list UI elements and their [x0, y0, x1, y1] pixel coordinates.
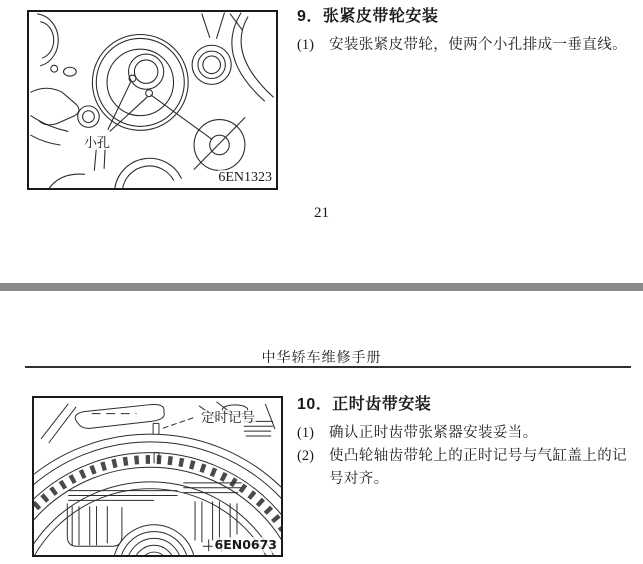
step-text: 确认正时齿带张紧器安装妥当。	[329, 425, 538, 441]
running-header: 中华轿车维修手册	[261, 351, 382, 366]
section-9	[297, 6, 637, 57]
figure-timing-belt	[32, 396, 283, 557]
section-9-step-1	[297, 34, 637, 57]
step-text: 使凸轮轴齿带轮上的正时记号与气缸盖上的记号对齐。	[329, 448, 627, 487]
page-divider	[0, 283, 643, 291]
step-marker: (1)	[297, 425, 314, 441]
section-10-step-1	[297, 422, 637, 445]
header-rule	[25, 366, 631, 368]
tensioner-pulley-drawing	[29, 12, 276, 188]
section-10-heading: 10．正时齿带安装	[297, 396, 432, 413]
figure-label-timing-mark: 定时记号	[201, 410, 255, 425]
step-marker: (1)	[297, 37, 314, 53]
figure-tensioner-pulley	[27, 10, 278, 190]
step-marker: (2)	[297, 448, 314, 464]
step-text: 安装张紧皮带轮，使两个小孔排成一垂直线。	[329, 37, 627, 53]
figure-code-6en1323: 6EN1323	[218, 170, 272, 185]
figure-code-6en0673: 6EN0673	[214, 537, 277, 552]
section-10-step-2	[297, 445, 637, 491]
page-number: 21	[314, 205, 329, 221]
section-9-heading: 9．张紧皮带轮安装	[297, 8, 439, 25]
figure-label-small-holes: 小孔	[84, 135, 111, 150]
section-10	[297, 394, 637, 491]
